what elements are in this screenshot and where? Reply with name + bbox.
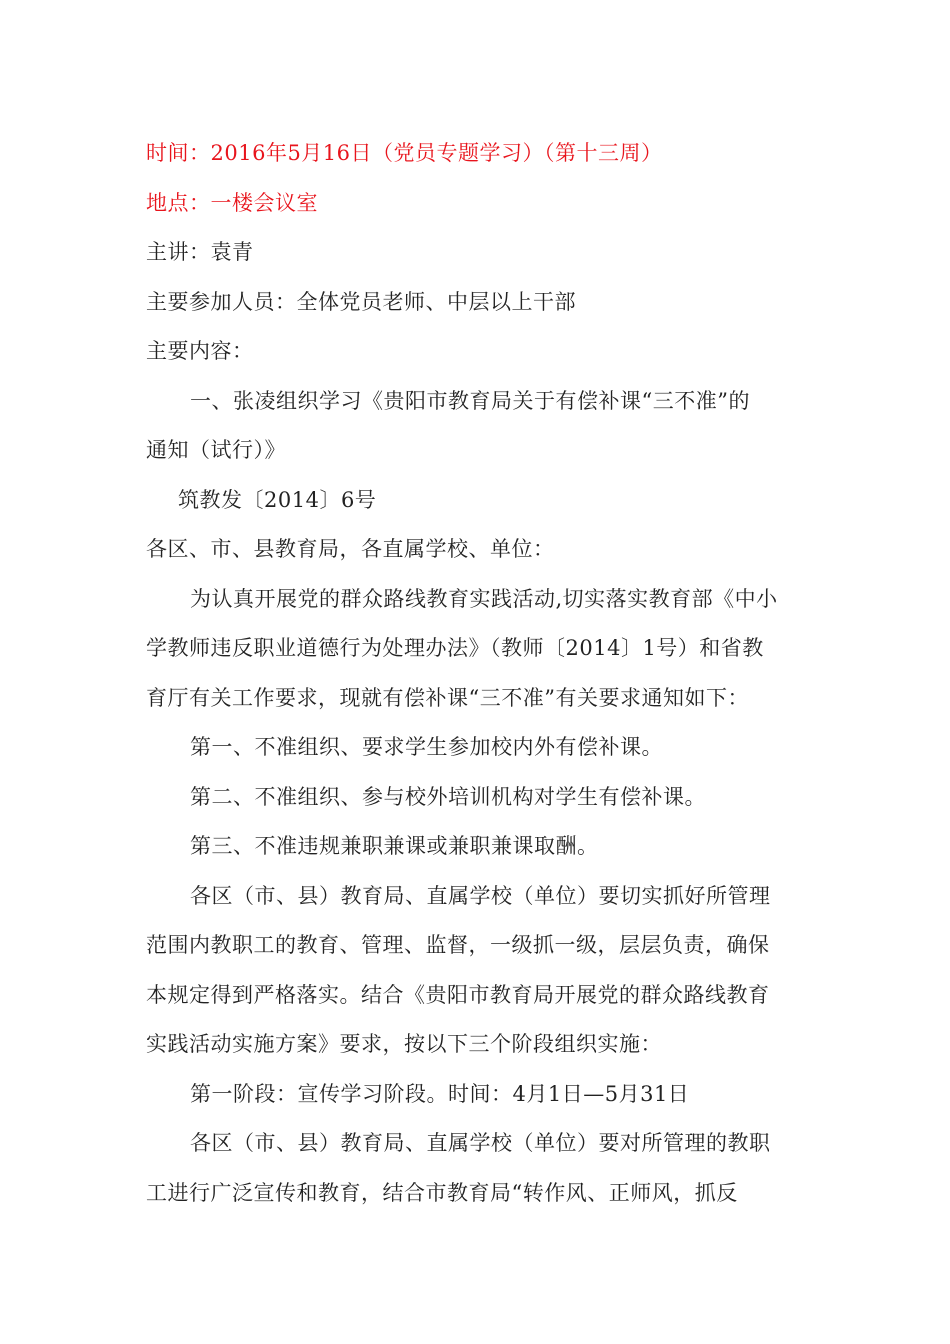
- paragraph2-line1: 各区（市、县）教育局、直属学校（单位）要切实抓好所管理: [190, 883, 771, 908]
- paragraph1-line1: 为认真开展党的群众路线教育实践活动,切实落实教育部《中小: [190, 586, 778, 611]
- rule3-line: 第三、不准违规兼职兼课或兼职兼课取酬。: [190, 834, 599, 858]
- meeting-place-line: 地点：一楼会议室: [146, 190, 318, 215]
- paragraph2-line3: 本规定得到严格落实。结合《贵阳市教育局开展党的群众路线教育: [146, 982, 770, 1007]
- paragraph1-line3: 育厅有关工作要求，现就有偿补课“三不准”有关要求通知如下：: [146, 685, 749, 710]
- item1-title-line1: 一、张凌组织学习《贵阳市教育局关于有偿补课“三不准”的: [190, 388, 750, 413]
- paragraph3-line2: 工进行广泛宣传和教育，结合市教育局“转作风、正师风，抓反: [146, 1180, 738, 1205]
- rule1-line: 第一、不准组织、要求学生参加校内外有偿补课。: [190, 735, 663, 759]
- speaker-line: 主讲：袁青: [146, 240, 254, 264]
- paragraph1-line2: 学教师违反职业道德行为处理办法》（教师〔2014〕1号）和省教: [146, 636, 764, 660]
- paragraph2-line2: 范围内教职工的教育、管理、监督，一级抓一级，层层负责，确保: [146, 933, 770, 957]
- document-number: 筑教发〔2014〕6号: [178, 487, 377, 512]
- content-label: 主要内容：: [146, 339, 254, 363]
- stage1-line: 第一阶段：宣传学习阶段。时间：4月1日—5月31日: [190, 1081, 690, 1106]
- meeting-time-line: 时间：2016年5月16日（党员专题学习）（第十三周）: [146, 141, 663, 165]
- item1-title-line2: 通知（试行）》: [146, 438, 286, 462]
- rule2-line: 第二、不准组织、参与校外培训机构对学生有偿补课。: [190, 784, 706, 809]
- paragraph2-line4: 实践活动实施方案》要求，按以下三个阶段组织实施：: [146, 1032, 662, 1056]
- document-body: [146, 129, 810, 1218]
- recipients-line: 各区、市、县教育局，各直属学校、单位：: [146, 537, 555, 561]
- paragraph3-line1: 各区（市、县）教育局、直属学校（单位）要对所管理的教职: [190, 1131, 771, 1155]
- attendees-line: 主要参加人员：全体党员老师、中层以上干部: [146, 289, 576, 314]
